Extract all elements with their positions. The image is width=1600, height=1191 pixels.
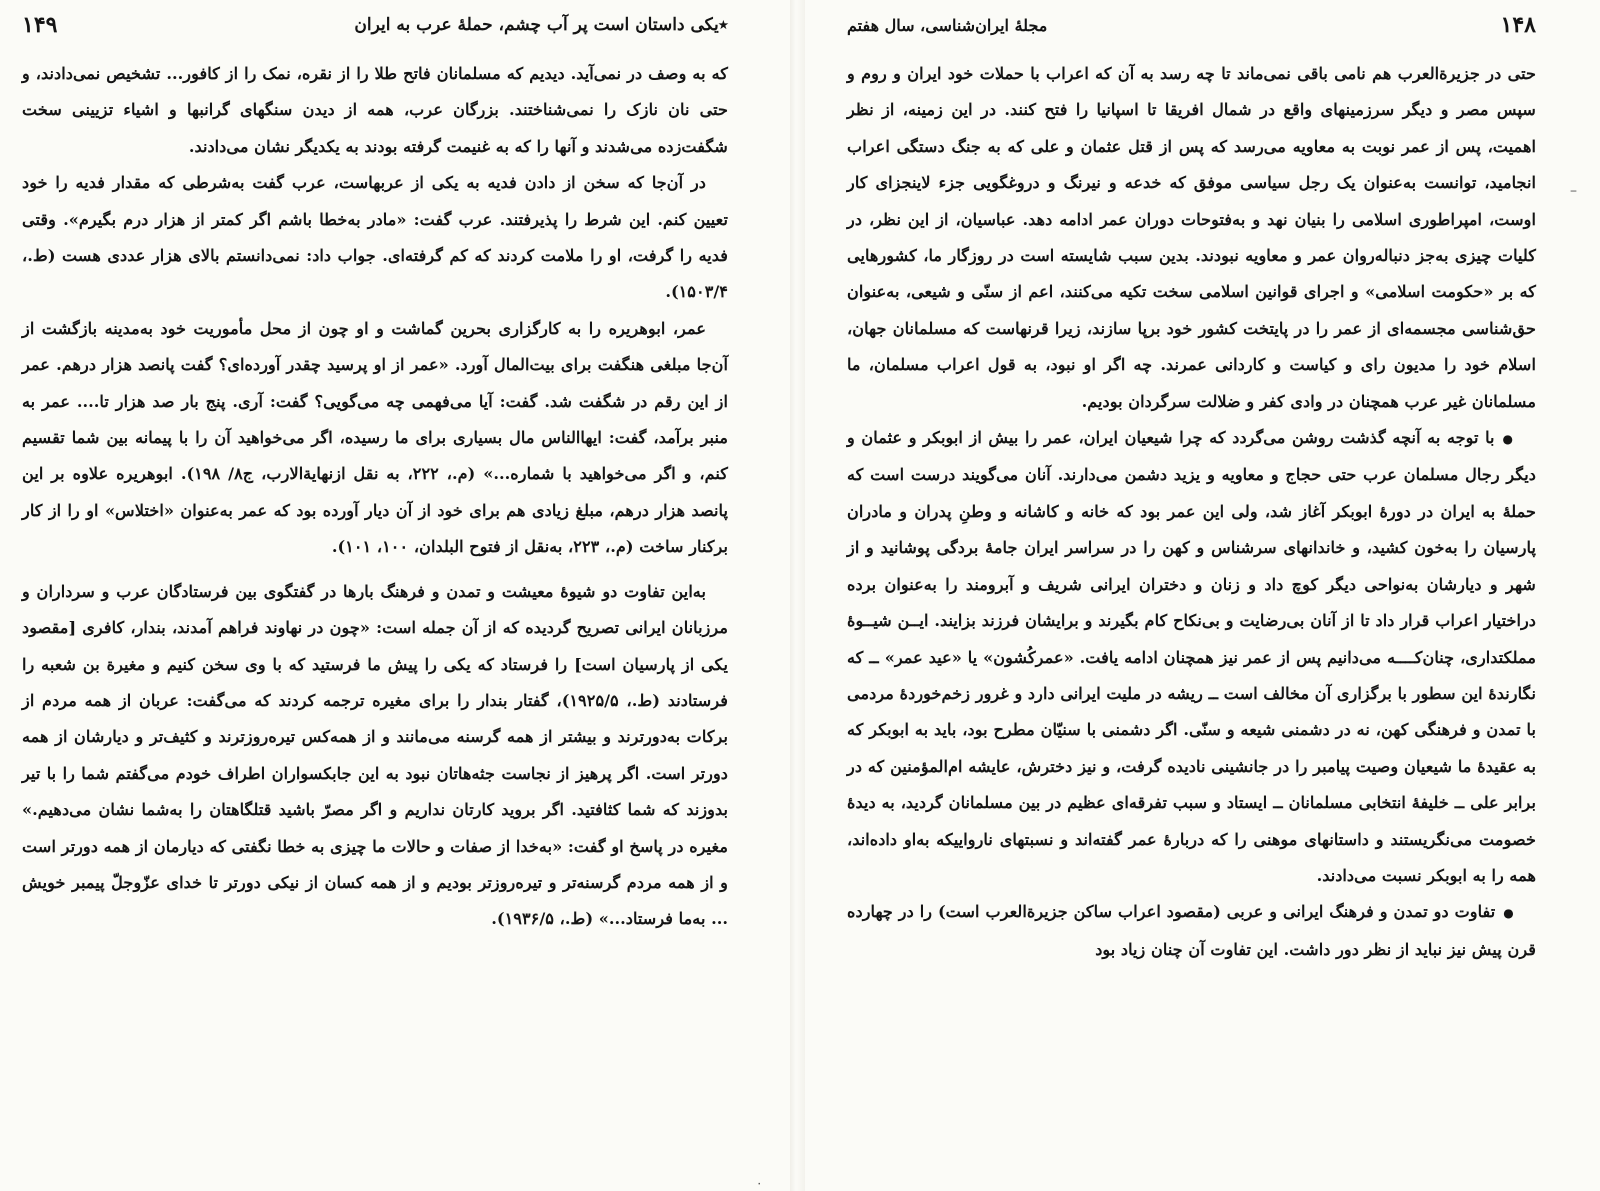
gutter-bottom-mark: ٠ [756,1176,763,1190]
bullet-icon [1495,902,1514,921]
right-paragraph-2-text: با توجه به آنچه گذشت روشن می‌گردد که چرا شیعیان ایران، عمر را بیش از ابوبکر و عثمان و دیگر رجال مسلمان عرب حتی حجاج و معاویه و یزید دشمن می‌دارند. آنان می‌گویند درست است که حملهٔ به ایران در دورهٔ ابوبکر آغاز شد، ولی این عمر بود که خانه و کاشانه و وطنِ پدران و مادران پارسیان را به‌خون کشید، و خاندانهای سرشناس و کهن را در سراسر ایران جامهٔ بردگی پوشانید و از شهر و دیارشان به‌نواحی دیگر کوچ داد و زنان و دختران ایرانی شریف و آبرومند را به‌عنوان برده دراختیار اعراب قرار داد تا از آنان بی‌رضایت و بی‌نکاح کام بگیرند و برایشان فرزند بزایند. ایــن شیــوهٔ مملکتداری، چنان‌کــــه می‌دانیم پس از عمر نیز همچنان ادامه یافت. «عمرکُشون» یا «عید عمر» ــ که نگارندهٔ این سطور با برگزاری آن مخالف است ــ ریشه در ملیت ایرانی دارد و غرور زخم‌خوردهٔ مردمی با تمدن و فرهنگی کهن، نه در دشمنی شیعه و سنّی. اگر دشمنی با سنیّان مطرح بود، باید به ابوبکر که به عقیدهٔ ما شیعیان وصیت پیامبر را در جانشینی نادیده گرفت، و نیز دخترش، عایشه ام‌المؤمنین که در برابر علی ــ خلیفهٔ انتخابی مسلمانان ــ ایستاد و سبب تفرقه‌ای عظیم در بین مسلمانان گردید، به دیدهٔ خصومت می‌نگریستند و داستانهای موهنی را که دربارهٔ عمر گفته‌اند و نسبتهای نارواییکه به‌او داده‌اند، همه را به ابوبکر نسبت می‌دادند. [847,428,1536,885]
margin-dash-mark: – [1570,183,1577,199]
left-paragraph-2: در آن‌جا که سخن از دادن فدیه به یکی از عربهاست، عرب گفت به‌شرطی که مقدار فدیه را خود تعیین کنم. این شرط را پذیرفتند. عرب گفت: «مادر به‌خطا باشم اگر کمتر از هزار درم بگیرم». وقتی فدیه را گرفت، او را ملامت کردند که کم گرفته‌ای. جواب داد: نمی‌دانستم بالای هزار عددی هست (ط.، ۱۵۰۳/۴). [22,173,728,302]
right-running-head-title: مجلهٔ ایران‌شناسی، سال هفتم [847,15,1048,35]
right-body-text [847,56,1536,968]
book-gutter [790,0,805,1191]
right-paragraph-1: حتی در جزیرة‌العرب هم نامی باقی نمی‌ماند تا چه رسد به آن که اعراب با حملات خود ایران و روم و سپس مصر و دیگر سرزمینهای واقع در شمال افریقا تا اسپانیا را فتح کنند. در این زمینه، از نظر اهمیت، پس از عمر نوبت به معاویه می‌رسد که پس از قتل عثمان و علی که به جنگ دستگی اعراب انجامید، توانست به‌عنوان یک رجل سیاسی موفق که خدعه و نیرنگ و دروغگویی جزء لاینجزای کار اوست، امپراطوری اسلامی را بنیان نهد و به‌فتوحات دوران عمر ادامه دهد. عباسیان، از این نظر، در کلیات چیزی به‌جز دنباله‌روان عمر و معاویه نبودند. بدین سبب شایسته است در روزگار ما، کشورهایی که بر «حکومت اسلامی» و اجرای قوانین اسلامی سخت تکیه می‌کنند، اعم از سنّی و شیعی، به‌عنوان حق‌شناسی مجسمه‌ای از عمر را در پایتخت کشور خود برپا سازند، زیرا قرنهاست که مسلمانان جهان، اسلام خود را مدیون رای و کیاست و کاردانی عمرند. چه اگر او نبود، به قول اعراب مسلمان، ما مسلمانان غیر عرب همچنان در وادی کفر و ضلالت سرگردان بودیم. [847,64,1536,411]
left-running-head-title: ٭یکی داستان است پر آب چشم، حملهٔ عرب به ایران [354,15,728,35]
right-running-head [847,0,1536,50]
right-paragraph-3-text: تفاوت دو تمدن و فرهنگ ایرانی و عربی (مقصود اعراب ساکن جزیرة‌العرب است) را در چهارده قرن پیش نیز نباید از نظر دور داشت. این تفاوت آن چنان زیاد بود [847,902,1536,959]
left-paragraph-4: به‌این تفاوت دو شیوهٔ معیشت و تمدن و فرهنگ بارها در گفتگوی بین فرستادگان عرب و سرداران و مرزبانان ایرانی تصریح گردیده که از آن جمله است: «چون در نهاوند فراهم آمدند، بندار، کافری [مقصود یکی از پارسیان است] را فرستاد که یکی را پیش ما فرستید که با وی سخن کنیم و مغیرة بن شعبه را فرستادند (ط.، ۱۹۲۵/۵)، گفتار بندار را برای مغیره ترجمه کردند که می‌گفت: عربان از همه مردم از برکات به‌دورترند و بیشتر از همه گرسنه می‌مانند و از همه‌کس تیره‌روزترند و کثیف‌تر و دیارشان از همه دورتر است. اگر پرهیز از نجاست جثه‌هاتان نبود به این جابکسواران اطراف خودم می‌گفتم شما را با تیر بدوزند که شما کثافتید. اگر بروید کارتان نداریم و اگر مصرّ باشید قتلگاهتان را به‌شما نشان می‌دهیم.» مغیره در پاسخ او گفت: «به‌خدا از صفات و حالات ما چیزی به خطا نگفتی که دیارمان از همه دورتر است و از همه مردم گرسنه‌تر و تیره‌روزتر بودیم و از همه کسان از نیکی دورتر تا خدای عزّوجلّ پیمبر خویش ... به‌ما فرستاد...» (ط.، ۱۹۳۶/۵). [22,581,728,929]
left-paragraph-3: عمر، ابوهریره را به کارگزاری بحرین گماشت و او چون از محل مأموریت خود به‌مدینه بازگشت از آن‌جا مبلغی هنگفت برای بیت‌المال آورد. «عمر از او پرسید چقدر آورده‌ای؟ گفت پانصد هزار درهم. عمر از این رقم در شگفت شد. گفت: آیا می‌فهمی چه می‌گویی؟ گفت: آری. پنج بار صد هزار تا.... عمر به منبر برآمد، گفت: ایهاالناس مال بسیاری برای ما رسیده، اگر می‌خواهید آن را با پیمانه بین شما تقسیم کنم، و اگر می‌خواهید با شماره...» (م.، ۲۲۲، به نقل ازنهایة‌الارب، ج۸/ ۱۹۸). ابوهریره علاوه بر این پانصد هزار درهم، مبلغ زیادی هم برای خود از آن دیار آورده بود که عمر به‌عنوان «اختلاس» او را از کار برکنار ساخت (م.، ۲۲۳، به‌نقل از فتوح البلدان، ۱۰۰، ۱۰۱). [22,318,729,557]
left-page [0,0,790,1191]
bullet-icon [1495,428,1514,447]
right-page-number: ۱۴۸ [1500,12,1536,38]
right-page [805,0,1600,1191]
left-running-head [22,0,728,50]
left-body-text [22,56,728,938]
left-page-number: ۱۴۹ [22,12,58,38]
left-paragraph-1: که به وصف در نمی‌آید. دیدیم که مسلمانان فاتح طلا را از نقره، نمک را از کافور... تشخیص نمی‌دادند، و حتی نان نازک را نمی‌شناختند. بزرگان عرب، همه از دیدن سنگهای گرانبها و اشیاء تزیینی سخت شگفت‌زده می‌شدند و آنها را که به غنیمت گرفته بودند به یکدیگر نشان می‌دادند. [22,64,728,156]
right-paragraph-3 [847,894,1536,968]
right-paragraph-2 [847,420,1536,894]
